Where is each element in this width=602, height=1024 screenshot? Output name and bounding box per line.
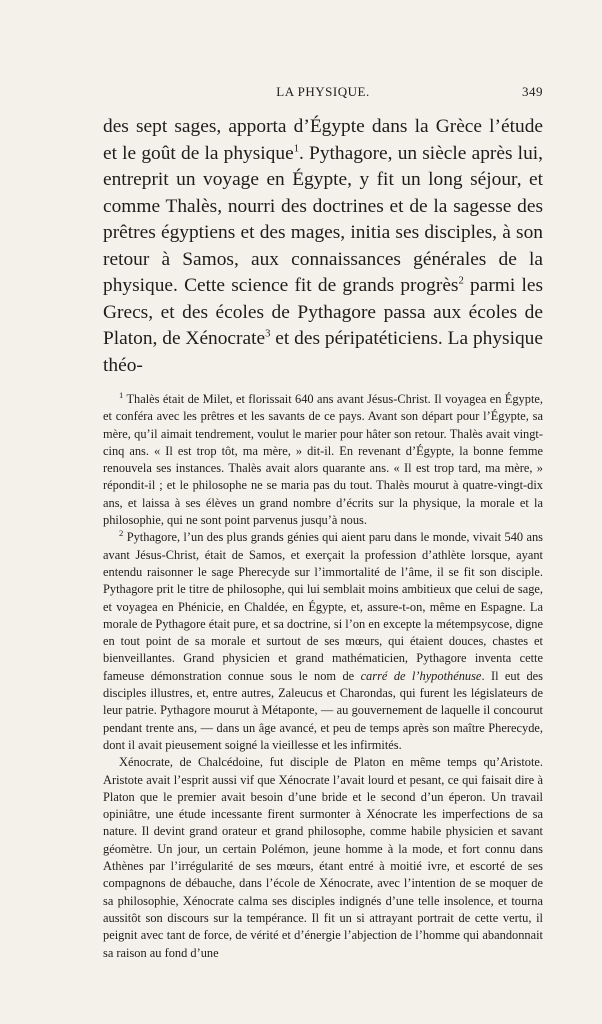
main-text-part1: des sept sages, apporta d’Égypte dans la Grèce l’étude et le goût de la physique xyxy=(103,116,543,164)
footnote-2-italic-term: carré de l’hypothénuse xyxy=(360,668,482,683)
main-text-part3: parmi les Grecs, et des écoles de Pythagore passa aux écoles de Platon, de Xénocrate xyxy=(103,275,543,349)
main-text-part4: et des péripatéticiens. La physique théo- xyxy=(103,328,543,376)
footnote-1 xyxy=(103,391,543,529)
footnote-ref-2: 2 xyxy=(458,274,464,287)
running-title: LA PHYSIQUE. xyxy=(276,84,370,99)
footnote-ref-1: 1 xyxy=(293,142,300,155)
footnote-2-marker: 2 xyxy=(119,528,124,539)
footnote-1-marker: 1 xyxy=(119,389,124,400)
footnote-2-text-before: Pythagore, l’un des plus grands génies qui aient paru dans le monde, vivait 540 ans avant Jésus-Christ, était de Samos, et exerçait la profession d’athlète lorsque, ayant entendu raisonner le sage Pherecyde sur l’immortalité de l’âme, il se fit son disciple. Pythagore prit le titre de philosophe, qui lui semblait moins ambitieux que celui de sage, et voyagea en Phénicie, en Chaldée, en Égypte, et, assure-t-on, même en Espagne. La morale de Pythagore était pure, et sa doctrine, si l’on en excepte la métempsycose, digne en tout point de sa morale et surtout de ses mœurs, qui étaient douces, chastes et bienveillantes. Grand physicien et grand mathématicien, Pythagore inventa cette fameuse démonstration connue sous le nom de xyxy=(103,530,543,683)
footnote-3-text: Xénocrate, de Chalcédoine, fut disciple de Platon en même temps qu’Aristote. Aristote avait l’esprit aussi vif que Xénocrate l’avait lourd et pesant, ce qui faisait dire à Platon que le premier avait besoin d’une bride et le second d’un éperon. Un travail opiniâtre, une étude incessante firent surmonter à Xénocrate les imperfections de sa nature. Il devint grand orateur et grand philosophe, comme habile physicien et savant géomètre. Un jour, un certain Polémon, jeune homme à la mode, et fort connu dans Athènes par l’irrégularité de ses mœurs, étant entré à moitié ivre, et escorté de ses compagnons de débauche, dans l’école de Xénocrate, avec l’intention de se moquer de sa philosophie, Xénocrate calma ses disciples indignés d’une telle insolence, et tourna aussitôt son discours sur la tempérance. Il fit un si attrayant portrait de cette vertu, il peignit avec tant de force, de vérité et d’énergie l’abjection de l’homme qui abandonnait sa raison au fond d’une xyxy=(103,755,543,960)
footnote-2 xyxy=(103,529,543,754)
book-page xyxy=(103,84,543,962)
running-head xyxy=(103,84,543,104)
footnotes-section xyxy=(103,391,543,962)
footnote-2-text-after: . Il eut des disciples illustres, et, entre autres, Zaleucus et Charondas, qui furent les législateurs de leur patrie. Pythagore mourut à Métaponte, — au gouvernement de laquelle il concourut pendant trente ans, — dans un âge avancé, et peu de temps après son maître Pherecyde, dont il avait pieusement soigné la vieillesse et les infirmités. xyxy=(103,668,544,752)
main-paragraph xyxy=(103,114,543,379)
main-text-part2: . Pythagore, un siècle après lui, entreprit un voyage en Égypte, y fit un long séjour, et comme Thalès, nourri des doctrines et de la sagesse des prêtres égyptiens et des mages, initia ses disciples, à son retour à Samos, aux connaissances générales de la physique. Cette science fit de grands progrès xyxy=(103,142,543,296)
footnote-ref-3: 3 xyxy=(265,327,271,340)
footnote-1-text: Thalès était de Milet, et florissait 640 ans avant Jésus-Christ. Il voyagea en Égypte, et conféra avec les prêtres et les savants de ce pays. Avant son départ pour l’Égypte, sa mère, qu’il aimait tendrement, voulut le marier pour hâter son retour. Thalès avait vingt-cinq ans. « Il est trop tôt, ma mère, » dit-il. En revenant d’Égypte, la bonne femme renouvela ses instances. Thalès avait alors quarante ans. « Il est trop tard, ma mère, » répondit-il ; et le philosophe ne se maria pas du tout. Thalès mourut à quatre-vingt-dix ans, et laissa à ses élèves un grand nombre d’écrits sur la physique, la morale et la philosophie, qui ne sont point parvenus jusqu’à nous. xyxy=(103,392,543,528)
footnote-3 xyxy=(103,754,543,962)
page-number: 349 xyxy=(522,84,543,99)
